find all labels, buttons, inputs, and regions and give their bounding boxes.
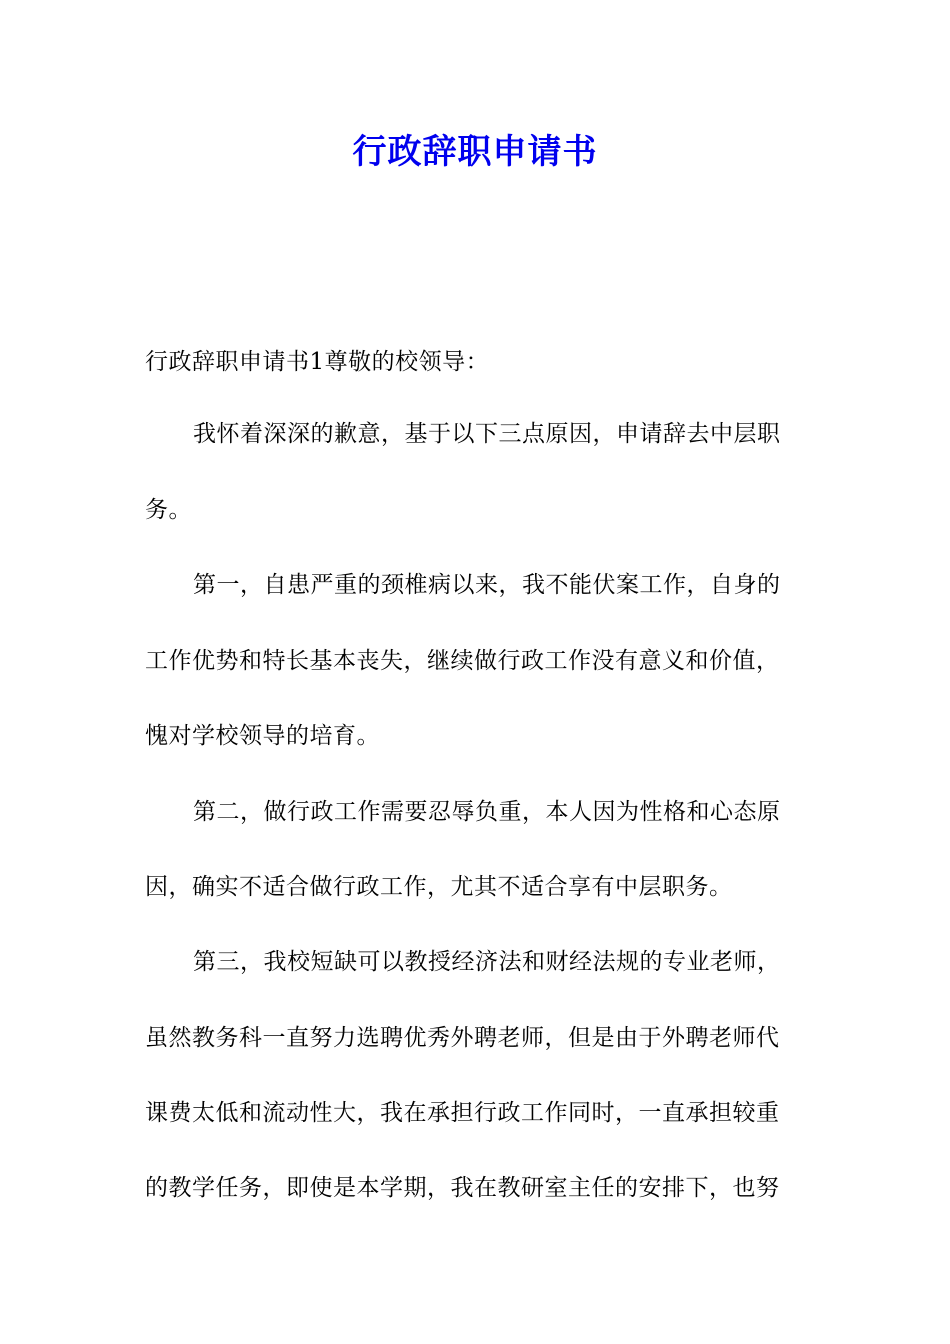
paragraph-line: 工作优势和特长基本丧失，继续做行政工作没有意义和价值，: [145, 648, 780, 674]
paragraph-line: 的教学任务，即使是本学期，我在教研室主任的安排下，也努: [145, 1175, 780, 1201]
paragraph-line: 务。: [145, 497, 192, 523]
paragraph-line: 第一，自患严重的颈椎病以来，我不能伏案工作，自身的: [193, 572, 781, 598]
document-title: 行政辞职申请书: [352, 132, 598, 172]
paragraph-line: 虽然教务科一直努力选聘优秀外聘老师，但是由于外聘老师代: [145, 1025, 780, 1051]
paragraph-line: 我怀着深深的歉意，基于以下三点原因，申请辞去中层职: [193, 421, 781, 447]
paragraph-line: 第三，我校短缺可以教授经济法和财经法规的专业老师，: [193, 949, 781, 975]
paragraph-line: 愧对学校领导的培育。: [145, 723, 380, 749]
salutation-line: 行政辞职申请书1尊敬的校领导：: [145, 349, 490, 375]
paragraph-line: 课费太低和流动性大，我在承担行政工作同时，一直承担较重: [145, 1100, 780, 1126]
paragraph-line: 因，确实不适合做行政工作，尤其不适合享有中层职务。: [145, 874, 733, 900]
paragraph-line: 第二，做行政工作需要忍辱负重，本人因为性格和心态原: [193, 799, 781, 825]
